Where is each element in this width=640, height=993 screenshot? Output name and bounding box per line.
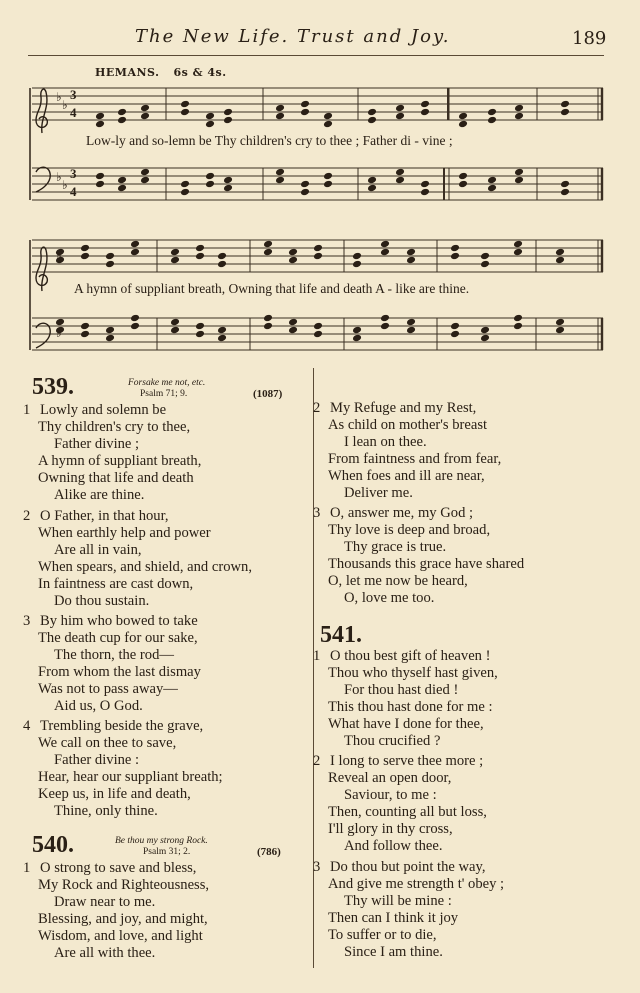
note-head bbox=[300, 100, 310, 109]
hymn-539-stanza-2: 2 O Father, in that hour, When earthly help and power Are all in vain, When spears, and shield, and crown, In faintness are cast down, Do thou sustain. bbox=[23, 508, 252, 609]
hymn-539-number: 539. bbox=[32, 374, 74, 400]
note-head bbox=[105, 252, 115, 261]
note-head bbox=[300, 108, 310, 117]
note-head bbox=[458, 172, 468, 181]
note-head bbox=[263, 240, 273, 249]
note-head bbox=[195, 244, 205, 253]
clefs bbox=[36, 89, 50, 348]
note-head bbox=[195, 322, 205, 331]
note-head bbox=[513, 322, 523, 331]
note-head bbox=[105, 326, 115, 335]
note-head bbox=[514, 112, 524, 121]
note-head bbox=[380, 248, 390, 257]
note-head bbox=[560, 108, 570, 117]
note-head bbox=[323, 172, 333, 181]
note-head bbox=[352, 334, 362, 343]
note-head bbox=[513, 248, 523, 257]
note-head bbox=[513, 314, 523, 323]
note-head bbox=[514, 104, 524, 113]
note-head bbox=[420, 180, 430, 189]
note-head bbox=[560, 188, 570, 197]
svg-text:4: 4 bbox=[70, 184, 77, 199]
note-head bbox=[555, 248, 565, 257]
note-head bbox=[420, 108, 430, 117]
note-head bbox=[313, 322, 323, 331]
note-head bbox=[367, 176, 377, 185]
note-head bbox=[140, 176, 150, 185]
hymn-539-psalm: Psalm 71; 9. bbox=[140, 389, 188, 399]
hymn-539-stanza-3: 3 By him who bowed to take The death cup for our sake, The thorn, the rod— From whom the last dismay Was not to pass away— Aid us, O God. bbox=[23, 613, 201, 714]
note-head bbox=[95, 112, 105, 121]
bass-clef-icon bbox=[36, 323, 50, 348]
note-head bbox=[130, 248, 140, 257]
note-head bbox=[514, 176, 524, 185]
tune-meter: 6s & 4s. bbox=[173, 66, 227, 79]
note-head bbox=[117, 116, 127, 125]
note-head bbox=[130, 314, 140, 323]
note-head bbox=[205, 172, 215, 181]
note-head bbox=[323, 112, 333, 121]
note-head bbox=[514, 168, 524, 177]
note-head bbox=[205, 120, 215, 129]
note-head bbox=[450, 244, 460, 253]
svg-text:3: 3 bbox=[70, 166, 77, 181]
note-head bbox=[487, 108, 497, 117]
note-head bbox=[170, 318, 180, 327]
music-score bbox=[0, 0, 640, 370]
note-head bbox=[263, 322, 273, 331]
bar-lines bbox=[30, 88, 602, 350]
note-head bbox=[555, 318, 565, 327]
hymn-539-title: Forsake me not, etc. bbox=[128, 378, 206, 388]
note-head bbox=[323, 120, 333, 129]
note-head bbox=[406, 256, 416, 265]
hymn-540-stanza-1: 1 O strong to save and bless, My Rock and Righteousness, Draw near to me. Blessing, and joy, and might, Wisdom, and love, and light Are all with thee. bbox=[23, 860, 210, 961]
note-head bbox=[180, 188, 190, 197]
page-number: 189 bbox=[572, 28, 607, 49]
note-head bbox=[180, 108, 190, 117]
svg-text:3: 3 bbox=[70, 87, 77, 102]
note-head bbox=[217, 334, 227, 343]
note-head bbox=[288, 318, 298, 327]
note-head bbox=[313, 244, 323, 253]
note-head bbox=[395, 168, 405, 177]
note-head bbox=[450, 252, 460, 261]
note-head bbox=[480, 326, 490, 335]
note-head bbox=[450, 322, 460, 331]
note-head bbox=[80, 252, 90, 261]
running-title: The New Life. Trust and Joy. bbox=[135, 26, 451, 47]
note-head bbox=[95, 172, 105, 181]
note-head bbox=[395, 104, 405, 113]
note-head bbox=[80, 322, 90, 331]
music-lyric-line-2: A hymn of suppliant breath, Owning that life and death A - like are thine. bbox=[74, 281, 470, 296]
note-head bbox=[395, 176, 405, 185]
note-head bbox=[217, 260, 227, 269]
note-head bbox=[367, 108, 377, 117]
note-head bbox=[555, 256, 565, 265]
hymn-541-stanza-3: 3 Do thou but point the way, And give me strength t' obey ; Thy will be mine : Then can I think it joy To suffer or to die, Since I am thine. bbox=[313, 859, 505, 960]
note-head bbox=[352, 260, 362, 269]
note-head bbox=[140, 168, 150, 177]
note-head bbox=[487, 176, 497, 185]
note-head bbox=[95, 180, 105, 189]
note-head bbox=[130, 240, 140, 249]
note-head bbox=[406, 326, 416, 335]
note-head bbox=[380, 240, 390, 249]
note-head bbox=[263, 248, 273, 257]
treble-clef-icon bbox=[36, 247, 47, 291]
note-head bbox=[458, 180, 468, 189]
note-head bbox=[170, 326, 180, 335]
note-head bbox=[480, 334, 490, 343]
note-head bbox=[117, 108, 127, 117]
note-head bbox=[223, 184, 233, 193]
key-signatures bbox=[56, 90, 68, 340]
hymn-540-psalm: Psalm 31; 2. bbox=[143, 847, 191, 857]
note-head bbox=[105, 260, 115, 269]
note-head bbox=[217, 252, 227, 261]
hymn-540-number: 540. bbox=[32, 832, 74, 858]
note-head bbox=[140, 112, 150, 121]
note-head bbox=[313, 252, 323, 261]
note-head bbox=[288, 256, 298, 265]
note-head bbox=[80, 244, 90, 253]
note-head bbox=[263, 314, 273, 323]
note-head bbox=[105, 334, 115, 343]
note-head bbox=[223, 108, 233, 117]
note-head bbox=[487, 184, 497, 193]
note-head bbox=[275, 168, 285, 177]
note-head bbox=[380, 322, 390, 331]
svg-text:♭: ♭ bbox=[62, 98, 68, 112]
note-head bbox=[420, 188, 430, 197]
note-head bbox=[205, 112, 215, 121]
note-head bbox=[406, 318, 416, 327]
note-head bbox=[300, 188, 310, 197]
note-head bbox=[406, 248, 416, 257]
svg-text:4: 4 bbox=[70, 105, 77, 120]
note-head bbox=[458, 112, 468, 121]
note-head bbox=[223, 176, 233, 185]
note-head bbox=[288, 326, 298, 335]
music-lyric-line-1: Low-ly and so-lemn be Thy children's cry to thee ; Father di - vine ; bbox=[86, 133, 453, 148]
hymn-541-stanza-1: 1 O thou best gift of heaven ! Thou who thyself hast given, For thou hast died ! This thou hast done for me : What have I done for thee, Thou crucified ? bbox=[313, 648, 498, 749]
note-head bbox=[80, 330, 90, 339]
note-head bbox=[352, 326, 362, 335]
hymn-539-stanza-1: 1 Lowly and solemn be Thy children's cry to thee, Father divine ; A hymn of suppliant breath, Owning that life and death Alike are thine. bbox=[23, 402, 202, 503]
note-head bbox=[180, 180, 190, 189]
hymn-541-stanza-2: 2 I long to serve thee more ; Reveal an open door, Saviour, to me : Then, counting all but loss, I'll glory in thy cross, And follow thee. bbox=[313, 753, 487, 854]
hymn-540-stanza-3: 3 O, answer me, my God ; Thy love is deep and broad, Thy grace is true. Thousands this grace have shared O, let me now be heard, O, love me too. bbox=[313, 505, 525, 606]
note-head bbox=[313, 330, 323, 339]
note-head bbox=[395, 112, 405, 121]
note-head bbox=[117, 176, 127, 185]
note-head bbox=[560, 180, 570, 189]
note-head bbox=[480, 252, 490, 261]
svg-text:♭: ♭ bbox=[56, 326, 62, 340]
hymn-540-stanza-2: 2 My Refuge and my Rest, As child on mother's breast I lean on thee. From faintness and from fear, When foes and ill are near, Deliver me. bbox=[313, 400, 502, 501]
note-head bbox=[513, 240, 523, 249]
note-head bbox=[367, 116, 377, 125]
note-head bbox=[55, 318, 65, 327]
svg-text:♭: ♭ bbox=[56, 170, 62, 184]
note-head bbox=[288, 248, 298, 257]
hymn-541-number: 541. bbox=[320, 622, 362, 648]
note-head bbox=[217, 326, 227, 335]
note-head bbox=[170, 256, 180, 265]
note-head bbox=[130, 322, 140, 331]
note-head bbox=[140, 104, 150, 113]
note-head bbox=[450, 330, 460, 339]
note-head bbox=[323, 180, 333, 189]
note-head bbox=[205, 180, 215, 189]
note-head bbox=[555, 326, 565, 335]
note-head bbox=[480, 260, 490, 269]
hymn-539-tune-number: (1087) bbox=[253, 388, 283, 400]
note-head bbox=[420, 100, 430, 109]
svg-text:♭: ♭ bbox=[56, 90, 62, 104]
hymn-539-stanza-4: 4 Trembling beside the grave, We call on thee to save, Father divine : Hear, hear our suppliant breath; Keep us, in life and death, Thine, only thine. bbox=[23, 718, 223, 819]
note-head bbox=[180, 100, 190, 109]
note-head bbox=[117, 184, 127, 193]
note-head bbox=[275, 104, 285, 113]
hymn-540-tune-number: (786) bbox=[257, 846, 281, 858]
note-head bbox=[560, 100, 570, 109]
note-head bbox=[195, 252, 205, 261]
note-head bbox=[458, 120, 468, 129]
staff-lines bbox=[32, 88, 603, 350]
note-head bbox=[487, 116, 497, 125]
note-head bbox=[380, 314, 390, 323]
note-head bbox=[275, 176, 285, 185]
note-head bbox=[195, 330, 205, 339]
hymn-540-title: Be thou my strong Rock. bbox=[115, 836, 208, 846]
note-head bbox=[367, 184, 377, 193]
note-head bbox=[170, 248, 180, 257]
svg-text:♭: ♭ bbox=[56, 248, 62, 262]
bass-clef-icon bbox=[36, 167, 50, 192]
note-head bbox=[223, 116, 233, 125]
note-head bbox=[300, 180, 310, 189]
svg-text:♭: ♭ bbox=[62, 178, 68, 192]
note-head bbox=[352, 252, 362, 261]
note-head bbox=[95, 120, 105, 129]
tune-name: HEMANS. bbox=[95, 66, 160, 79]
note-head bbox=[275, 112, 285, 121]
